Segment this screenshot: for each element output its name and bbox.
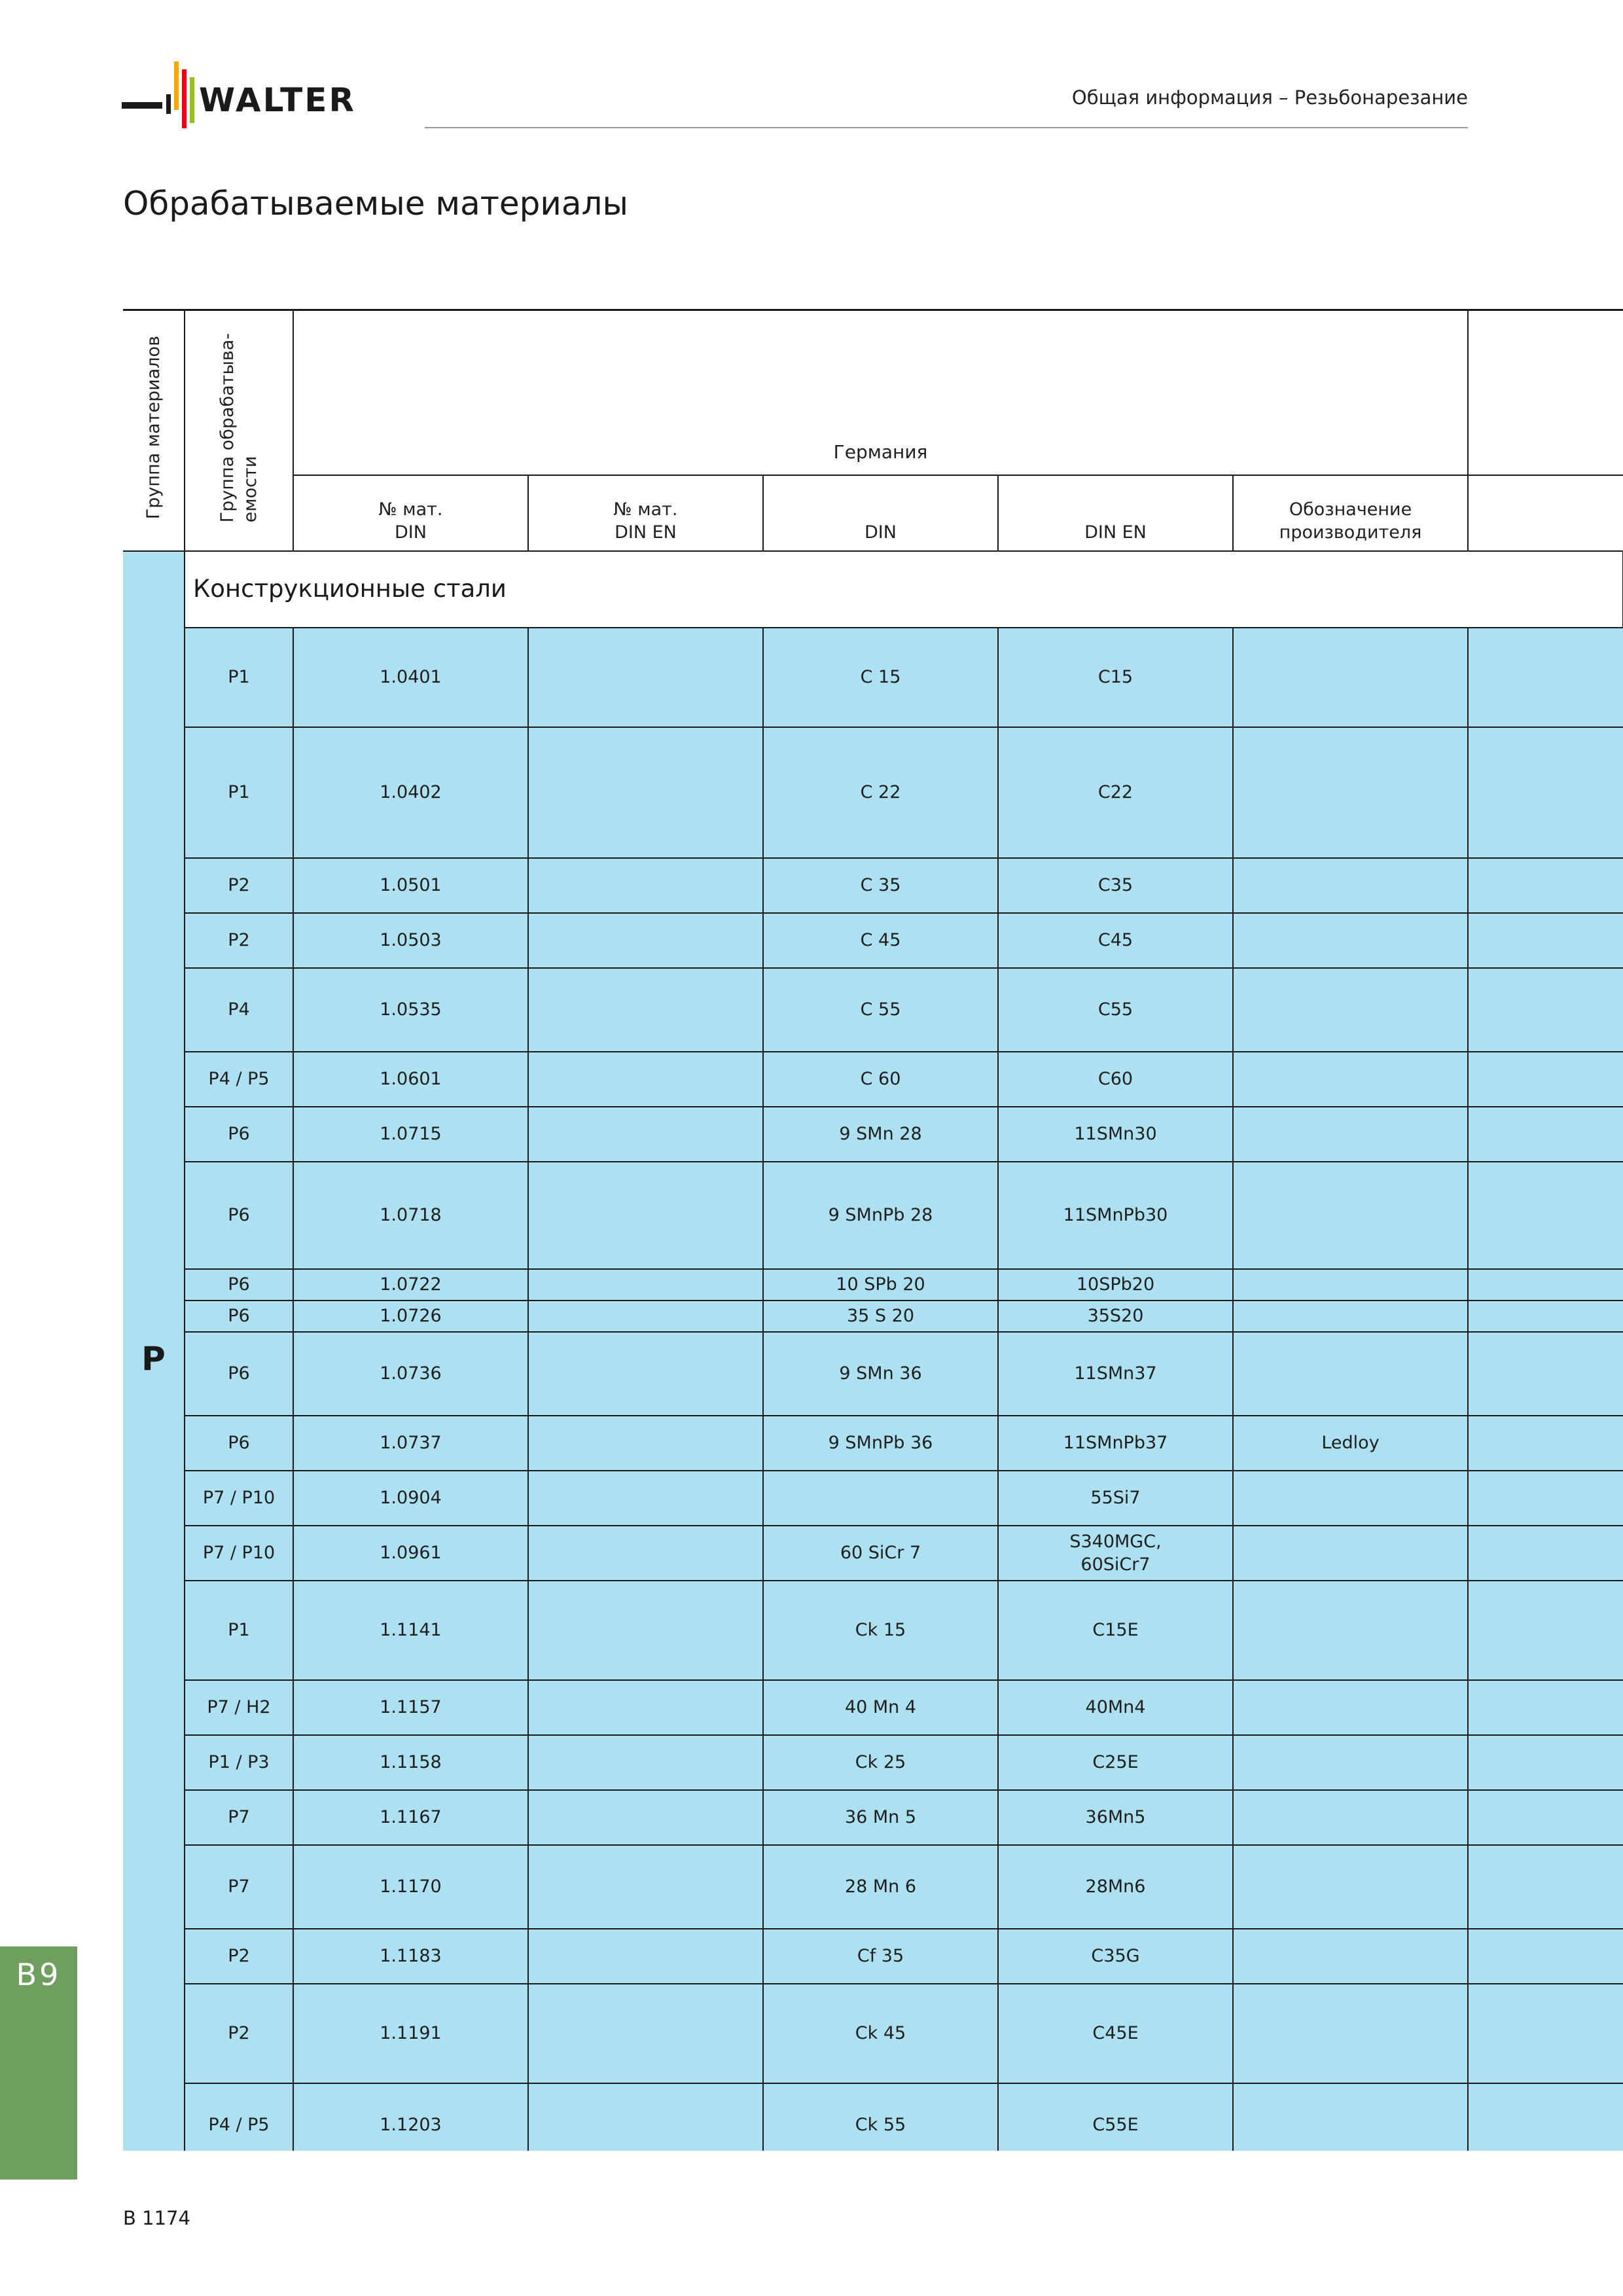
- cell-machinability-group: P6: [185, 1107, 293, 1162]
- cell-mat-no-din: 1.0904: [293, 1471, 528, 1526]
- cell-machinability-group: P7 / P10: [185, 1526, 293, 1581]
- cell-mat-no-din-en: [528, 968, 763, 1052]
- cell-mat-no-din-en: [528, 1107, 763, 1162]
- cell-mat-no-din: 1.1158: [293, 1735, 528, 1790]
- header-country: Германия: [293, 310, 1468, 476]
- cell-din-en: C15E: [998, 1581, 1233, 1680]
- cell-machinability-group: P6: [185, 1300, 293, 1332]
- cell-din-en: 36Mn5: [998, 1790, 1233, 1845]
- cell-next-column: [1468, 1735, 1623, 1790]
- table-row: [123, 1680, 1623, 1735]
- cell-next-column: [1468, 1581, 1623, 1680]
- table-row: [123, 2083, 1623, 2151]
- cell-next-column: [1468, 1984, 1623, 2083]
- cell-machinability-group: P6: [185, 1332, 293, 1416]
- header-mat-no-din: № мат. DIN: [293, 475, 528, 551]
- cell-mat-no-din: 1.1167: [293, 1790, 528, 1845]
- cell-din: C 15: [763, 628, 998, 727]
- cell-mat-no-din-en: [528, 1269, 763, 1300]
- cell-mat-no-din-en: [528, 1332, 763, 1416]
- cell-next-column: [1468, 968, 1623, 1052]
- table-row: [123, 628, 1623, 727]
- cell-din-en: S340MGC, 60SiCr7: [998, 1526, 1233, 1581]
- cell-manufacturer: [1233, 1300, 1468, 1332]
- cell-manufacturer: [1233, 1471, 1468, 1526]
- cell-mat-no-din-en: [528, 1680, 763, 1735]
- cell-mat-no-din-en: [528, 1735, 763, 1790]
- table-row: [123, 1269, 1623, 1300]
- cell-next-column: [1468, 1471, 1623, 1526]
- cell-din: 36 Mn 5: [763, 1790, 998, 1845]
- cell-din-en: 10SPb20: [998, 1269, 1233, 1300]
- section-tab-label: B9: [16, 1957, 62, 1992]
- cell-din-en: 11SMn37: [998, 1332, 1233, 1416]
- cell-mat-no-din: 1.0726: [293, 1300, 528, 1332]
- cell-next-column: [1468, 1929, 1623, 1984]
- table-row: [123, 1929, 1623, 1984]
- table-row: [123, 1107, 1623, 1162]
- cell-manufacturer: [1233, 628, 1468, 727]
- cell-din: C 60: [763, 1052, 998, 1107]
- cell-din-en: C60: [998, 1052, 1233, 1107]
- table-row: [123, 858, 1623, 913]
- cell-machinability-group: P2: [185, 1929, 293, 1984]
- cell-din-en: 40Mn4: [998, 1680, 1233, 1735]
- cell-din: Ck 15: [763, 1581, 998, 1680]
- cell-manufacturer: [1233, 913, 1468, 968]
- table-row: [123, 1526, 1623, 1581]
- cell-din: 9 SMnPb 28: [763, 1162, 998, 1269]
- cell-mat-no-din-en: [528, 1526, 763, 1581]
- cell-manufacturer: [1233, 1107, 1468, 1162]
- cell-din: C 55: [763, 968, 998, 1052]
- cell-next-column: [1468, 858, 1623, 913]
- cell-mat-no-din: 1.0736: [293, 1332, 528, 1416]
- cell-next-column: [1468, 1162, 1623, 1269]
- cell-manufacturer: [1233, 1790, 1468, 1845]
- cell-mat-no-din: 1.0961: [293, 1526, 528, 1581]
- cell-mat-no-din: 1.1157: [293, 1680, 528, 1735]
- cell-din: Cf 35: [763, 1929, 998, 1984]
- table-row: [123, 727, 1623, 858]
- cell-din-en: 35S20: [998, 1300, 1233, 1332]
- cell-din: [763, 1471, 998, 1526]
- cell-next-column: [1468, 1269, 1623, 1300]
- cell-manufacturer: [1233, 968, 1468, 1052]
- cell-mat-no-din-en: [528, 1581, 763, 1680]
- cell-din-en: 28Mn6: [998, 1845, 1233, 1929]
- cell-mat-no-din: 1.0401: [293, 628, 528, 727]
- cell-mat-no-din: 1.0722: [293, 1269, 528, 1300]
- header-machinability-group: Группа обрабатыва- емости: [185, 310, 293, 552]
- cell-din-en: 11SMn30: [998, 1107, 1233, 1162]
- cell-next-column: [1468, 1845, 1623, 1929]
- cell-machinability-group: P6: [185, 1269, 293, 1300]
- cell-mat-no-din: 1.1170: [293, 1845, 528, 1929]
- cell-machinability-group: P7: [185, 1845, 293, 1929]
- cell-din: Ck 25: [763, 1735, 998, 1790]
- cell-machinability-group: P1: [185, 1581, 293, 1680]
- cell-mat-no-din: 1.1203: [293, 2083, 528, 2151]
- cell-manufacturer: [1233, 1929, 1468, 1984]
- cell-machinability-group: P2: [185, 913, 293, 968]
- cell-din-en: C55: [998, 968, 1233, 1052]
- cell-mat-no-din-en: [528, 1845, 763, 1929]
- group-letter-cell: P: [123, 551, 185, 2151]
- cell-machinability-group: P1: [185, 727, 293, 858]
- cell-mat-no-din: 1.0601: [293, 1052, 528, 1107]
- cell-manufacturer: [1233, 1526, 1468, 1581]
- cell-manufacturer: [1233, 727, 1468, 858]
- cell-manufacturer: [1233, 2083, 1468, 2151]
- cell-next-column: [1468, 1790, 1623, 1845]
- section-title: Конструкционные стали: [185, 551, 1623, 628]
- cell-din-en: C45: [998, 913, 1233, 968]
- cell-din: 60 SiCr 7: [763, 1526, 998, 1581]
- cell-mat-no-din-en: [528, 913, 763, 968]
- cell-mat-no-din-en: [528, 1052, 763, 1107]
- cell-next-column: [1468, 1416, 1623, 1471]
- cell-next-column: [1468, 1107, 1623, 1162]
- cell-machinability-group: P4: [185, 968, 293, 1052]
- cell-manufacturer: [1233, 1052, 1468, 1107]
- cell-din-en: C35: [998, 858, 1233, 913]
- cell-next-column: [1468, 913, 1623, 968]
- cell-mat-no-din: 1.0715: [293, 1107, 528, 1162]
- cell-mat-no-din: 1.0737: [293, 1416, 528, 1471]
- cell-din-en: 11SMnPb37: [998, 1416, 1233, 1471]
- cell-machinability-group: P2: [185, 858, 293, 913]
- cell-din-en: C15: [998, 628, 1233, 727]
- cell-manufacturer: [1233, 1332, 1468, 1416]
- cell-manufacturer: [1233, 1680, 1468, 1735]
- cell-machinability-group: P7 / P10: [185, 1471, 293, 1526]
- page-title: Обрабатываемые материалы: [123, 185, 628, 223]
- cell-din-en: C35G: [998, 1929, 1233, 1984]
- cell-machinability-group: P1 / P3: [185, 1735, 293, 1790]
- cell-machinability-group: P6: [185, 1416, 293, 1471]
- table-row: [123, 1332, 1623, 1416]
- cell-next-column: [1468, 1300, 1623, 1332]
- page-number: B 1174: [123, 2207, 190, 2229]
- header-divider: [425, 127, 1468, 128]
- cell-mat-no-din-en: [528, 1471, 763, 1526]
- cell-manufacturer: [1233, 1735, 1468, 1790]
- cell-din: 9 SMn 36: [763, 1332, 998, 1416]
- header-din: DIN: [763, 475, 998, 551]
- header-title: Общая информация – Резьбонарезание: [1071, 86, 1468, 109]
- header-din-en: DIN EN: [998, 475, 1233, 551]
- cell-manufacturer: [1233, 1845, 1468, 1929]
- cell-din: 9 SMn 28: [763, 1107, 998, 1162]
- materials-table-wrapper: [123, 309, 1623, 2151]
- cell-mat-no-din-en: [528, 1416, 763, 1471]
- cell-mat-no-din-en: [528, 628, 763, 727]
- cell-machinability-group: P2: [185, 1984, 293, 2083]
- materials-table: [123, 309, 1623, 2151]
- cell-machinability-group: P6: [185, 1162, 293, 1269]
- cell-mat-no-din-en: [528, 1162, 763, 1269]
- cell-mat-no-din: 1.1183: [293, 1929, 528, 1984]
- cell-din-en: C22: [998, 727, 1233, 858]
- table-row: [123, 1416, 1623, 1471]
- cell-din-en: 55Si7: [998, 1471, 1233, 1526]
- cell-machinability-group: P7: [185, 1790, 293, 1845]
- cell-mat-no-din-en: [528, 858, 763, 913]
- cell-mat-no-din: 1.1191: [293, 1984, 528, 2083]
- cell-manufacturer: [1233, 1162, 1468, 1269]
- table-row: [123, 1845, 1623, 1929]
- cell-manufacturer: [1233, 1984, 1468, 2083]
- cell-machinability-group: P4 / P5: [185, 2083, 293, 2151]
- cell-din: C 45: [763, 913, 998, 968]
- header-material-group: Группа материалов: [123, 310, 185, 552]
- cell-next-column: [1468, 1680, 1623, 1735]
- walter-logo: [122, 62, 397, 134]
- table-row: [123, 1735, 1623, 1790]
- cell-mat-no-din-en: [528, 1300, 763, 1332]
- cell-next-column: [1468, 2083, 1623, 2151]
- table-row: [123, 913, 1623, 968]
- cell-next-column: [1468, 727, 1623, 858]
- cell-next-column: [1468, 1332, 1623, 1416]
- table-row: [123, 1790, 1623, 1845]
- cell-mat-no-din: 1.0535: [293, 968, 528, 1052]
- cell-din-en: C55E: [998, 2083, 1233, 2151]
- table-row: [123, 968, 1623, 1052]
- cell-next-column: [1468, 1526, 1623, 1581]
- cell-din: 35 S 20: [763, 1300, 998, 1332]
- header-next-country: [1468, 310, 1623, 476]
- cell-din: 28 Mn 6: [763, 1845, 998, 1929]
- table-row: [123, 1581, 1623, 1680]
- cell-din-en: C25E: [998, 1735, 1233, 1790]
- cell-mat-no-din: 1.0503: [293, 913, 528, 968]
- table-row: [123, 1984, 1623, 2083]
- header-next-sub: [1468, 475, 1623, 551]
- cell-mat-no-din-en: [528, 727, 763, 858]
- cell-din-en: 11SMnPb30: [998, 1162, 1233, 1269]
- cell-mat-no-din: 1.0402: [293, 727, 528, 858]
- cell-din: C 35: [763, 858, 998, 913]
- cell-din: 10 SPb 20: [763, 1269, 998, 1300]
- cell-din: Ck 55: [763, 2083, 998, 2151]
- cell-manufacturer: [1233, 1269, 1468, 1300]
- cell-machinability-group: P4 / P5: [185, 1052, 293, 1107]
- cell-din: 9 SMnPb 36: [763, 1416, 998, 1471]
- cell-manufacturer: Ledloy: [1233, 1416, 1468, 1471]
- table-row: [123, 1300, 1623, 1332]
- cell-mat-no-din-en: [528, 2083, 763, 2151]
- cell-mat-no-din-en: [528, 1984, 763, 2083]
- cell-manufacturer: [1233, 1581, 1468, 1680]
- brand-name: WALTER: [199, 81, 356, 119]
- cell-manufacturer: [1233, 858, 1468, 913]
- cell-mat-no-din: 1.1141: [293, 1581, 528, 1680]
- cell-din: C 22: [763, 727, 998, 858]
- header-mat-no-din-en: № мат. DIN EN: [528, 475, 763, 551]
- cell-din-en: C45E: [998, 1984, 1233, 2083]
- header-manufacturer: Обозначение производителя: [1233, 475, 1468, 551]
- cell-next-column: [1468, 1052, 1623, 1107]
- cell-din: Ck 45: [763, 1984, 998, 2083]
- cell-din: 40 Mn 4: [763, 1680, 998, 1735]
- cell-mat-no-din-en: [528, 1790, 763, 1845]
- table-row: [123, 1162, 1623, 1269]
- cell-mat-no-din: 1.0718: [293, 1162, 528, 1269]
- table-row: [123, 1052, 1623, 1107]
- cell-machinability-group: P1: [185, 628, 293, 727]
- cell-machinability-group: P7 / H2: [185, 1680, 293, 1735]
- cell-mat-no-din-en: [528, 1929, 763, 1984]
- cell-mat-no-din: 1.0501: [293, 858, 528, 913]
- table-row: [123, 1471, 1623, 1526]
- cell-next-column: [1468, 628, 1623, 727]
